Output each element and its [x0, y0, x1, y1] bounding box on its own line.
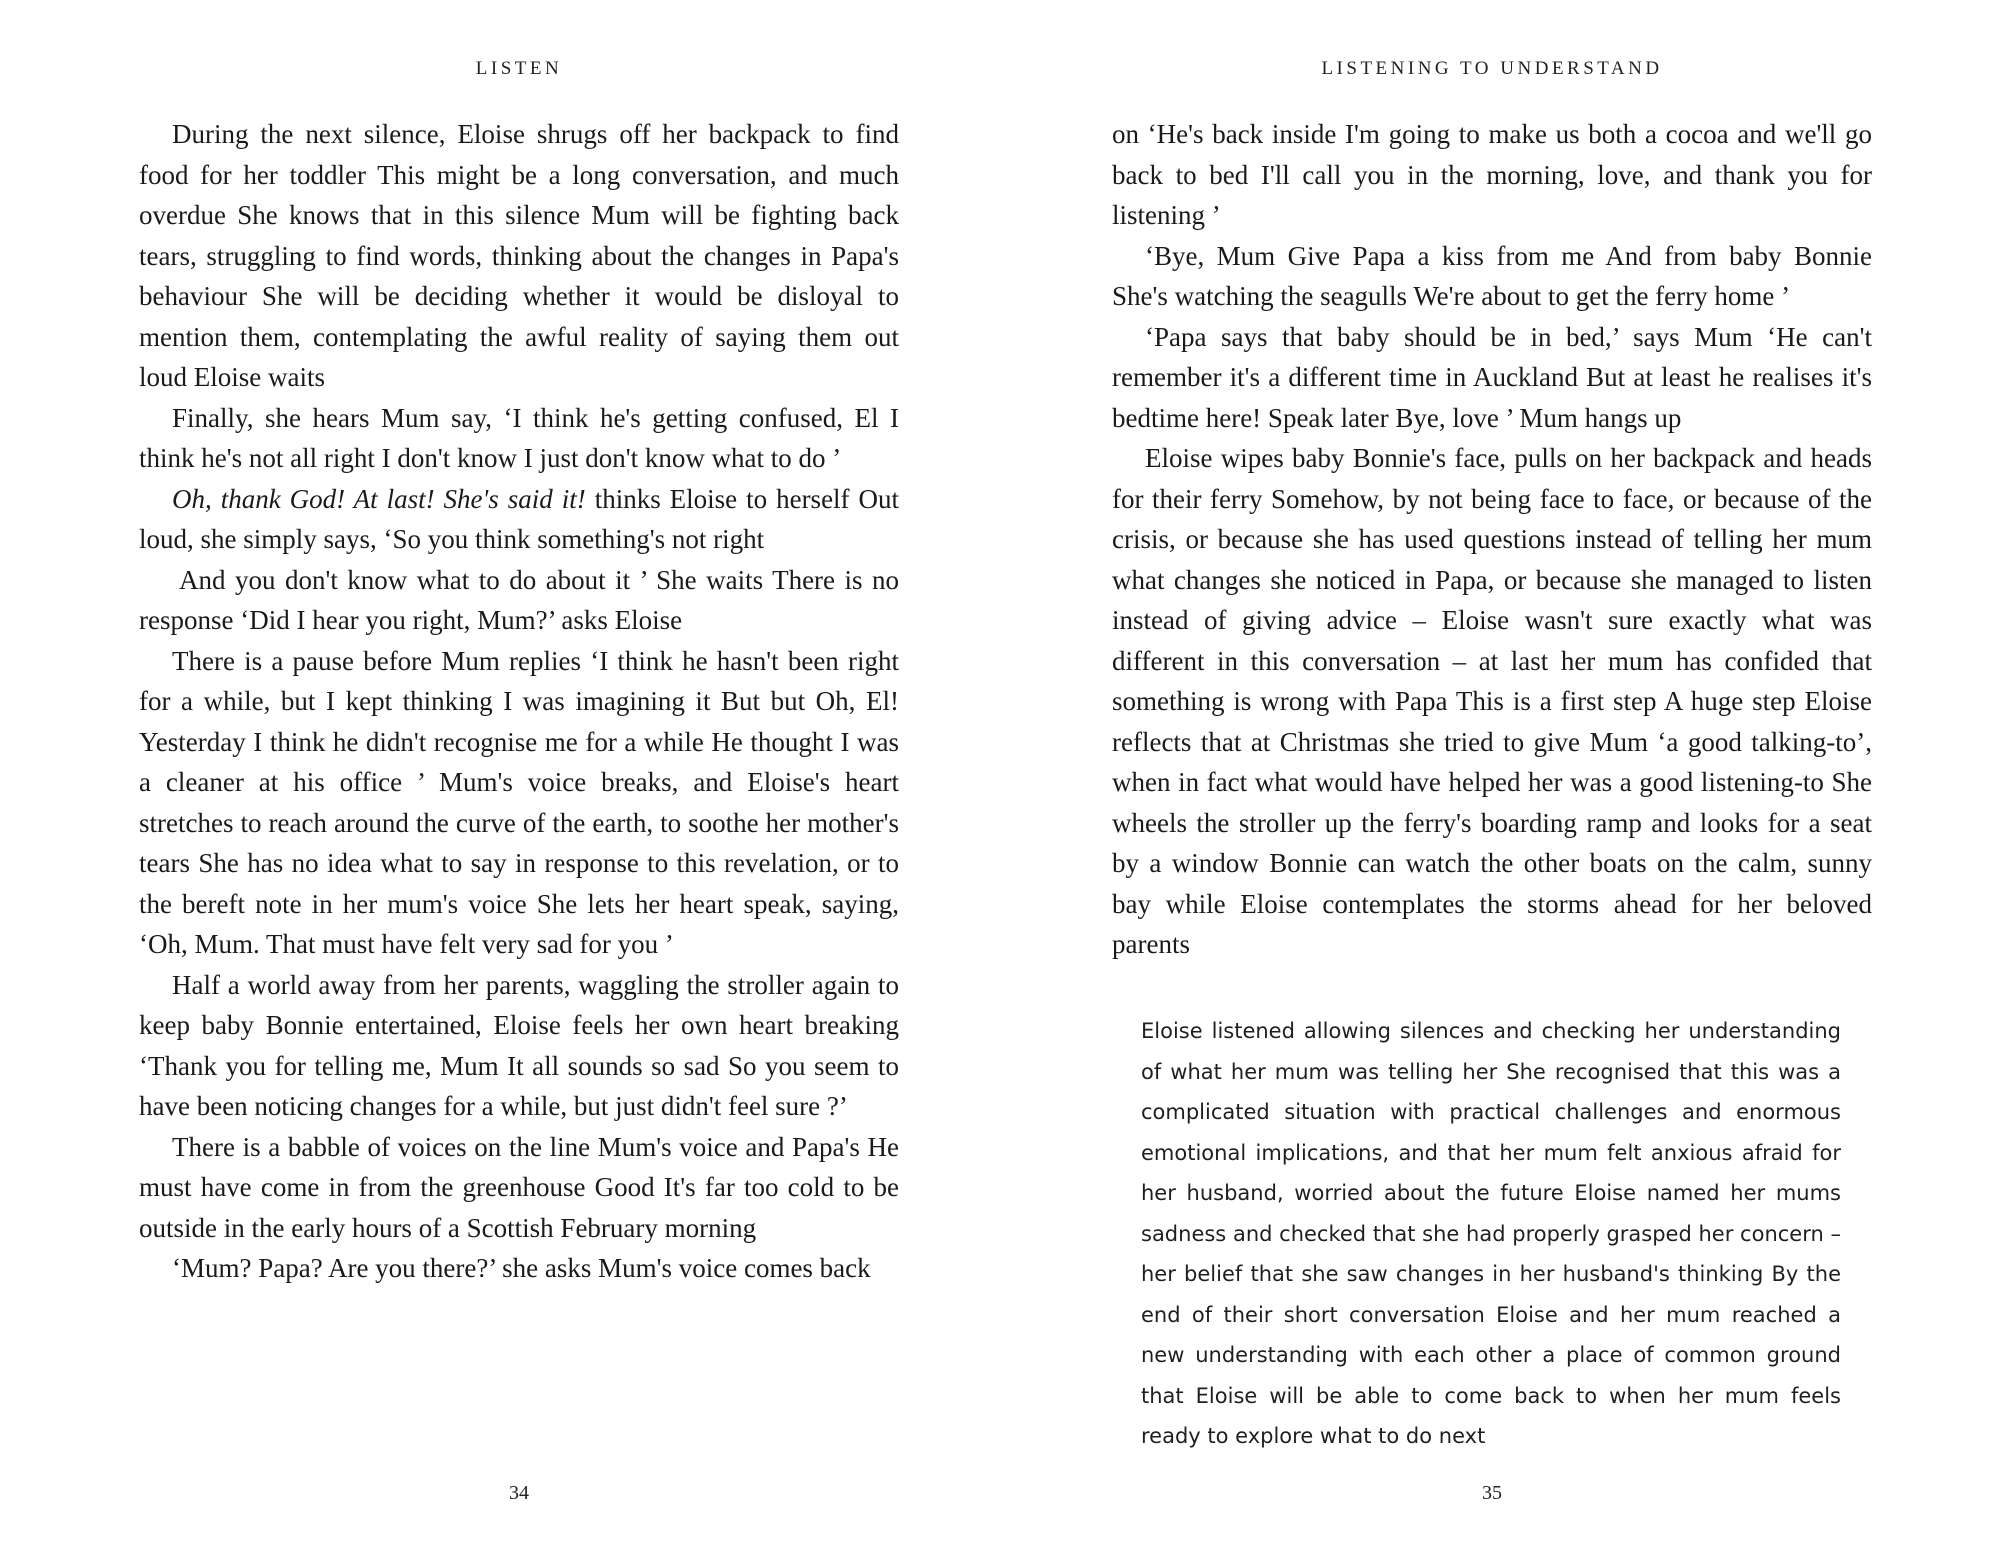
paragraph	[139, 479, 899, 560]
paragraph-text: And you don't know what to do about it ’ She waits There is no response ‘Did I hear you right, Mum?’ asks Eloise	[139, 564, 899, 635]
page-number-left: 34	[509, 1482, 529, 1504]
page-number-right: 35	[1482, 1482, 1502, 1504]
paragraph: Finally, she hears Mum say, ‘I think he's getting confused, El I think he's not all right I don't know I just don't know what to do ’	[139, 402, 899, 473]
paragraph: Half a world away from her parents, waggling the stroller again to keep baby Bonnie entertained, Eloise feels her own heart breaking ‘Thank you for telling me, Mum It all sounds so sad So you seem to have been noticing changes for a while, but just didn't feel sure ?’	[139, 969, 899, 1121]
paragraph: There is a babble of voices on the line Mum's voice and Papa's He must have come in from the greenhouse Good It's far too cold to be outside in the early hours of a Scottish February morning	[139, 1131, 899, 1243]
summary-text: Eloise listened allowing silences and checking her understanding of what her mum was telling her She recognised that this was a complicated situation with practical challenges and enormous emotional implications, and that her mum felt anxious afraid for her husband, worried about the future Eloise named her mums sadness and checked that she had properly grasped her concern – her belief that she saw changes in her husband's thinking By the end of their short conversation Eloise and her mum reached a new understanding with each other a place of common ground that Eloise will be able to come back to when her mum feels ready to explore what to do next	[1141, 1019, 1841, 1448]
running-head-right: LISTENING TO UNDERSTAND	[1321, 58, 1663, 79]
paragraph	[139, 560, 899, 641]
summary-box	[1141, 1011, 1841, 1457]
right-body-text	[1112, 114, 1872, 965]
running-head-left: LISTEN	[475, 58, 563, 79]
paragraph: ‘Papa says that baby should be in bed,’ says Mum ‘He can't remember it's a different time in Auckland But at least he realises it's bedtime here! Speak later Bye, love ’ Mum hangs up	[1112, 321, 1872, 433]
italic-thought: Oh, thank God! At last! She's said it!	[172, 483, 586, 514]
paragraph: ‘Bye, Mum Give Papa a kiss from me And from baby Bonnie She's watching the seagulls We're about to get the ferry home ’	[1112, 240, 1872, 311]
left-body-text	[139, 114, 899, 1289]
paragraph: During the next silence, Eloise shrugs off her backpack to find food for her toddler This might be a long conversation, and much overdue She knows that in this silence Mum will be fighting back tears, struggling to find words, thinking about the changes in Papa's behaviour She will be deciding whether it would be disloyal to mention them, contemplating the awful reality of saying them out loud Eloise waits	[139, 119, 899, 392]
paragraph: ‘Mum? Papa? Are you there?’ she asks Mum's voice comes back	[172, 1253, 871, 1283]
right-page	[1000, 0, 2000, 1558]
paragraph: on ‘He's back inside I'm going to make us both a cocoa and we'll go back to bed I'll call you in the morning, love, and thank you for listening ’	[1112, 119, 1872, 230]
paragraph-continuation: thinks Eloise to herself Out loud, she simply says, ‘So you think something's not right	[139, 483, 900, 554]
paragraph: There is a pause before Mum replies ‘I think he hasn't been right for a while, but I kept thinking I was imagining it But but Oh, El! Yesterday I think he didn't recognise me for a while He thought I was a cleaner at his office ’ Mum's voice breaks, and Eloise's heart stretches to reach around the curve of the earth, to soothe her mother's tears She has no idea what to say in response to this revelation, or to the bereft note in her mum's voice She lets her heart speak, saying, ‘Oh, Mum. That must have felt very sad for you ’	[139, 645, 899, 959]
paragraph: Eloise wipes baby Bonnie's face, pulls on her backpack and heads for their ferry Somehow, by not being face to face, or because of the crisis, or because she has used questions instead of telling her mum what changes she noticed in Papa, or because she managed to listen instead of giving advice – Eloise wasn't sure exactly what was different in this conversation – at last her mum has confided that something is wrong with Papa This is a first step A huge step Eloise reflects that at Christmas she tried to give Mum ‘a good talking-to’, when in fact what would have helped her was a good listening-to She wheels the stroller up the ferry's boarding ramp and looks for a seat by a window Bonnie can watch the other boats on the calm, sunny bay while Eloise contemplates the storms ahead for her beloved parents	[1112, 443, 1872, 959]
